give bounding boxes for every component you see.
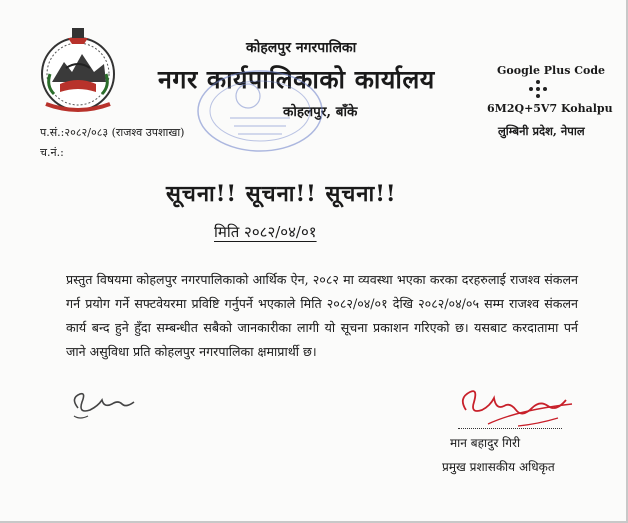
notice-body — [66, 268, 578, 364]
plus-code-dots-icon — [527, 78, 549, 100]
nepal-emblem-icon — [38, 24, 118, 116]
notice-paragraph: प्रस्तुत विषयमा कोहलपुर नगरपालिकाको आर्थिक ऐन, २०८२ मा व्यवस्था भएका करका दरहरुलाई राजश्व संकलन गर्न प्रयोग गर्ने सफ्टवेयरमा प्रविष्टि गर्नुपर्ने भएकाले मिति २०८२/०४/०१ देखि २०८२/०४/०५ सम्म राजश्व संकलन कार्य बन्द हुने हुँदा सम्बन्धीत सबैको जानकारीका लागी यो सूचना प्रकाशन गरिएको छ। यसबाट करदातामा पर्न जाने असुविधा प्रति कोहलपुर नगरपालिका क्षमाप्रार्थी छ। — [66, 272, 578, 359]
officer-signature-icon — [448, 380, 584, 440]
google-plus-code-label: Google Plus Code — [497, 64, 606, 77]
dispatch-number: च.नं.: — [40, 146, 64, 159]
province-text: लुम्बिनी प्रदेश, नेपाल — [498, 124, 585, 138]
signatory-name: मान बहादुर गिरी — [450, 436, 521, 450]
office-title: नगर कार्यपालिकाको कार्यालय — [158, 65, 435, 94]
google-plus-code-value: 6M2Q+5V7 Kohalpu — [487, 102, 613, 115]
office-stamp-icon — [190, 66, 330, 156]
office-address: कोहलपुर, बाँके — [283, 104, 358, 120]
municipality-name: कोहलपुर नगरपालिका — [246, 40, 357, 56]
signature-line — [458, 428, 562, 429]
initials-signature-icon — [64, 386, 144, 422]
signatory-title: प्रमुख प्रशासकीय अधिकृत — [442, 460, 555, 474]
notice-heading: सूचना!! सूचना!! सूचना!! — [166, 181, 397, 207]
reference-number: प.सं.:२०८२/०८३ (राजश्व उपशाखा) — [40, 126, 185, 139]
notice-date: मिति २०८२/०४/०१ — [214, 223, 317, 241]
